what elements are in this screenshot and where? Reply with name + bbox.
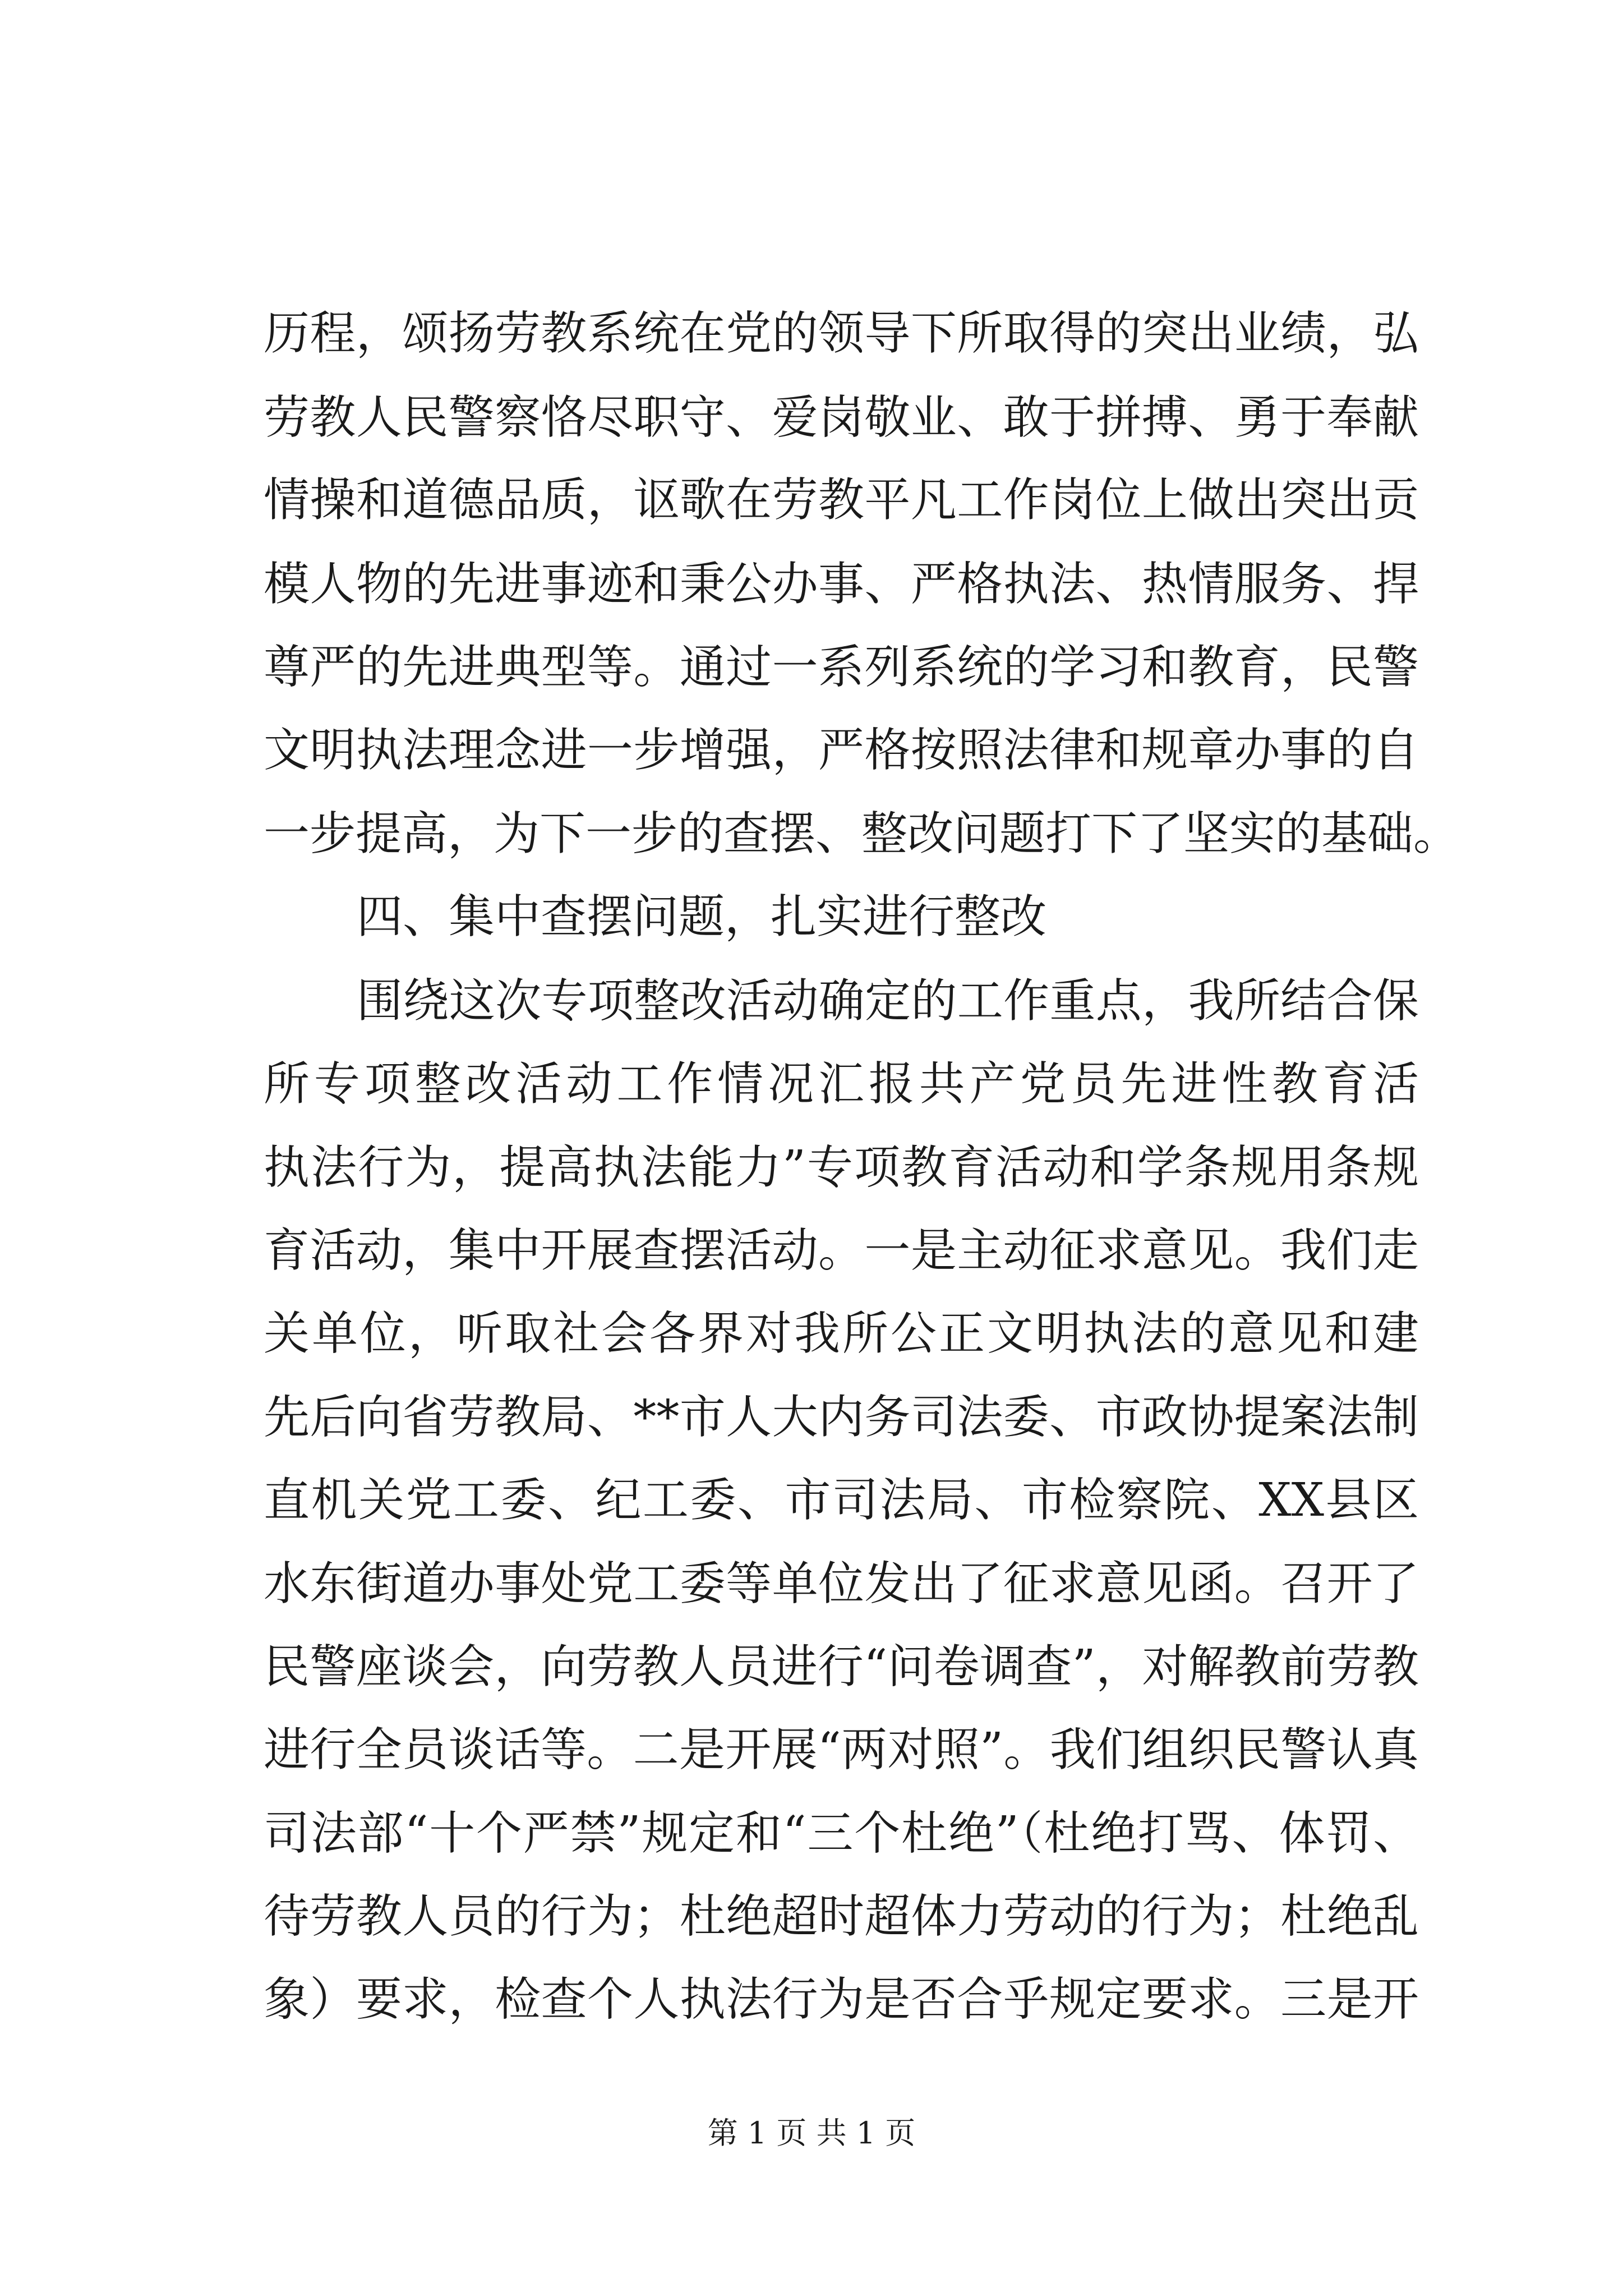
text-line-11: 执法行为，提高执法能力”专项教育活动和学条规用条规: [264, 1141, 1419, 1194]
text-line-13: 关单位，听取社会各界对我所公正文明执法的意见和建: [264, 1307, 1419, 1360]
text-line-1: 历程，颂扬劳教系统在党的领导下所取得的突出业绩，弘: [264, 307, 1419, 360]
text-line-14: 先后向省劳教局、**市人大内务司法委、市政协提案法制: [264, 1391, 1419, 1444]
text-line-2: 劳教人民警察恪尽职守、爱岗敬业、敢于拼搏、勇于奉献: [264, 391, 1419, 444]
text-line-4: 模人物的先进事迹和秉公办事、严格执法、热情服务、捍: [264, 558, 1419, 611]
page-footer: 第 1 页 共 1 页: [707, 2115, 916, 2151]
section-heading: 四、集中查摆问题，扎实进行整改: [357, 890, 1047, 944]
text-line-12: 育活动，集中开展查摆活动。一是主动征求意见。我们走: [264, 1224, 1419, 1277]
text-line-7: 一步提高，为下一步的查摆、整改问题打下了坚实的基础。: [264, 807, 1460, 861]
text-line-10: 所专项整改活动工作情况汇报共产党员先进性教育活: [264, 1057, 1419, 1111]
text-line-17: 民警座谈会，向劳教人员进行“问卷调查”，对解教前劳教: [264, 1640, 1419, 1694]
text-line-15: 直机关党工委、纪工委、市司法局、市检察院、XX县区: [264, 1474, 1419, 1527]
text-line-19: 司法部“十个严禁”规定和“三个杜绝”（杜绝打骂、体罚、: [264, 1807, 1419, 1860]
text-line-6: 文明执法理念进一步增强，严格按照法律和规章办事的自: [264, 724, 1419, 777]
text-line-21: 象）要求，检查个人执法行为是否合乎规定要求。三是开: [264, 1973, 1419, 2026]
paragraph-first-line: 围绕这次专项整改活动确定的工作重点，我所结合保: [357, 974, 1419, 1028]
text-line-20: 待劳教人员的行为；杜绝超时超体力劳动的行为；杜绝乱: [264, 1890, 1419, 1943]
text-line-18: 进行全员谈话等。二是开展“两对照”。我们组织民警认真: [264, 1723, 1419, 1777]
text-line-16: 水东街道办事处党工委等单位发出了征求意见函。召开了: [264, 1557, 1419, 1611]
text-line-3: 情操和道德品质，讴歌在劳教平凡工作岗位上做出突出贡: [264, 473, 1419, 527]
text-line-5: 尊严的先进典型等。通过一系列系统的学习和教育，民警: [264, 641, 1419, 694]
